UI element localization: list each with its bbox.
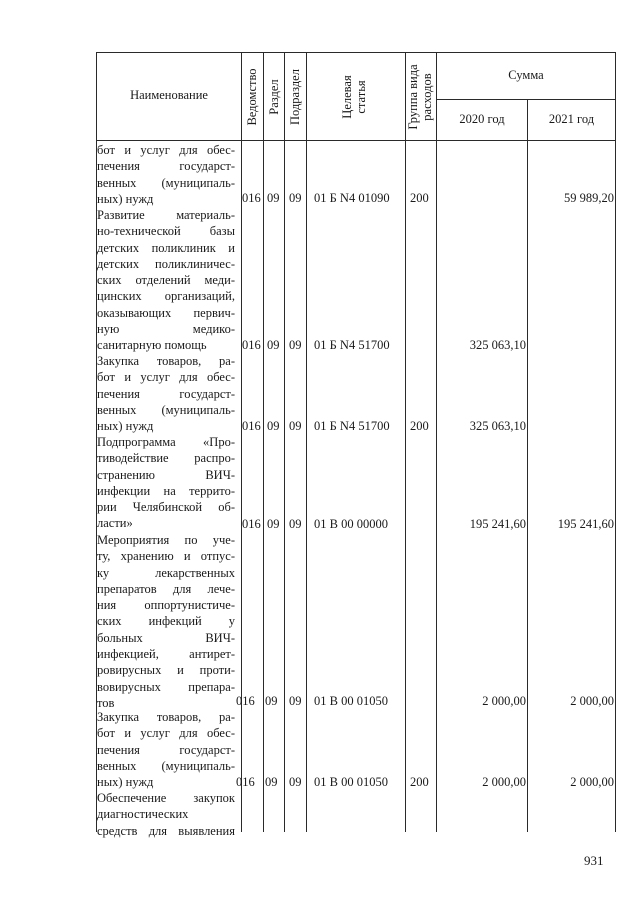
row-section: 09 <box>265 775 278 789</box>
header-department: Ведомство <box>245 68 259 126</box>
table-border-right <box>615 52 616 832</box>
row-subsection: 09 <box>289 419 302 433</box>
row-subsection: 09 <box>289 191 302 205</box>
row-name-line: ния оппортунистиче- <box>97 598 235 613</box>
row-name-line: Мероприятия по уче- <box>97 533 235 547</box>
row-name-line: тов <box>97 695 115 710</box>
row-target-item: 01 В 00 01050 <box>314 694 388 708</box>
row-target-item: 01 Б N4 01090 <box>314 191 390 205</box>
row-sum-2021: 59 989,20 <box>564 191 614 205</box>
row-target-item: 01 В 00 01050 <box>314 775 388 789</box>
row-name <box>97 353 235 434</box>
header-year-2021: 2021 год <box>548 112 595 126</box>
row-sum-2021: 2 000,00 <box>570 694 614 708</box>
row-name-line: инфекции на террито- <box>97 483 235 498</box>
row-name-line: венных (муниципаль- <box>97 758 235 773</box>
row-sum-2020: 195 241,60 <box>469 517 526 531</box>
header-expense-group-line1: Группа вида <box>406 64 420 130</box>
col-divider-2020 <box>527 99 528 832</box>
row-name-line: детских поликлиник и <box>97 240 235 255</box>
row-expense-group: 200 <box>410 775 429 789</box>
header-year-2020: 2020 год <box>459 112 505 126</box>
row-expense-group: 200 <box>410 191 429 205</box>
col-divider-name <box>241 52 242 832</box>
row-subsection: 09 <box>289 338 302 352</box>
row-subsection: 09 <box>289 694 302 708</box>
sum-header-divider <box>436 99 616 100</box>
header-bottom-border <box>96 140 616 141</box>
row-name-line: ку лекарственных <box>97 565 235 580</box>
row-name-line: ных) нужд <box>97 775 154 790</box>
row-sum-2020: 2 000,00 <box>482 694 526 708</box>
row-name-line: вовирусных препара- <box>97 679 235 694</box>
row-name-line: венных (муниципаль- <box>97 402 235 417</box>
col-divider-subsec <box>306 52 307 832</box>
header-sum: Сумма <box>508 68 544 82</box>
row-name-line: но-технической базы <box>97 224 235 239</box>
row-name-line: препаратов для лече- <box>97 581 235 596</box>
row-name-line: ровирусных и проти- <box>97 663 235 678</box>
row-name-line: Подпрограмма «Про- <box>97 435 235 449</box>
row-sum-2021: 195 241,60 <box>557 517 614 531</box>
row-dept: 016 <box>242 517 261 531</box>
row-name-line: Закупка товаров, ра- <box>97 710 235 724</box>
row-sum-2020: 325 063,10 <box>469 338 526 352</box>
row-sum-2020: 2 000,00 <box>482 775 526 789</box>
row-name-line: бот и услуг для обес- <box>97 143 235 157</box>
row-name-line: диагностических <box>97 807 189 822</box>
table-border-top <box>96 52 616 53</box>
header-section: Раздел <box>267 79 281 115</box>
col-divider-dept <box>263 52 264 832</box>
row-target-item: 01 Б N4 51700 <box>314 419 390 433</box>
row-dept: 016 <box>236 694 255 708</box>
row-dept: 016 <box>242 191 261 205</box>
row-section: 09 <box>267 517 280 531</box>
row-name-line: тиводействие распро- <box>97 451 235 466</box>
col-divider-sec <box>284 52 285 832</box>
row-name-line: Обеспечение закупок <box>97 791 235 805</box>
header-expense-group-line2: расходов <box>420 73 434 121</box>
row-name-line: венных (муниципаль- <box>97 175 235 190</box>
row-name-line: цинских организаций, <box>97 289 235 304</box>
row-dept: 016 <box>242 419 261 433</box>
row-target-item: 01 Б N4 51700 <box>314 338 390 352</box>
row-subsection: 09 <box>289 517 302 531</box>
row-name-line: ласти» <box>97 516 133 531</box>
header-expense-group <box>406 57 436 137</box>
row-name-line: инфекцией, антирет- <box>97 647 235 662</box>
row-name-line: Закупка товаров, ра- <box>97 354 235 368</box>
page-number: 931 <box>584 853 604 868</box>
row-expense-group: 200 <box>410 419 429 433</box>
row-sum-2021: 2 000,00 <box>570 775 614 789</box>
header-target-item-line2: статья <box>354 80 368 114</box>
row-name-line: бот и услуг для обес- <box>97 726 235 741</box>
row-name-line: детских поликлиничес- <box>97 256 235 271</box>
row-name-line: печения государст- <box>97 159 235 174</box>
row-sum-2020: 325 063,10 <box>469 419 526 433</box>
header-target-item <box>340 57 370 137</box>
row-section: 09 <box>265 694 278 708</box>
header-subsection: Подраздел <box>288 69 302 125</box>
row-name <box>97 207 235 354</box>
row-name-line: оказывающих первич- <box>97 305 235 320</box>
row-section: 09 <box>267 338 280 352</box>
col-divider-group <box>436 52 437 832</box>
row-name-line: санитарную помощь <box>97 338 207 353</box>
row-name <box>97 532 235 711</box>
header-target-item-line1: Целевая <box>340 75 354 119</box>
row-name-line: ских инфекций у <box>97 614 235 629</box>
row-dept: 016 <box>236 775 255 789</box>
row-subsection: 09 <box>289 775 302 789</box>
row-name-line: Развитие материаль- <box>97 208 235 222</box>
row-dept: 016 <box>242 338 261 352</box>
row-name-line: ную медико- <box>97 322 235 337</box>
col-divider-item <box>405 52 406 832</box>
row-name-line: больных ВИЧ- <box>97 630 235 645</box>
row-name-line: печения государст- <box>97 742 235 757</box>
row-name-line: ных) нужд <box>97 419 154 434</box>
row-name <box>97 434 235 532</box>
row-section: 09 <box>267 419 280 433</box>
row-name-line: ту, хранению и отпус- <box>97 549 235 564</box>
row-name-line: бот и услуг для обес- <box>97 370 235 385</box>
row-name-line: ных) нужд <box>97 191 154 206</box>
row-name <box>97 709 235 790</box>
row-target-item: 01 В 00 00000 <box>314 517 388 531</box>
row-name-line: ских отделений меди- <box>97 273 235 288</box>
row-name <box>97 142 235 207</box>
row-name-line: странению ВИЧ- <box>97 467 235 482</box>
header-name: Наименование <box>130 88 208 102</box>
row-name-line: рии Челябинской об- <box>97 500 235 515</box>
row-section: 09 <box>267 191 280 205</box>
row-name <box>97 790 235 839</box>
row-name-line: печения государст- <box>97 386 235 401</box>
row-name-line: средств для выявления <box>97 823 235 838</box>
